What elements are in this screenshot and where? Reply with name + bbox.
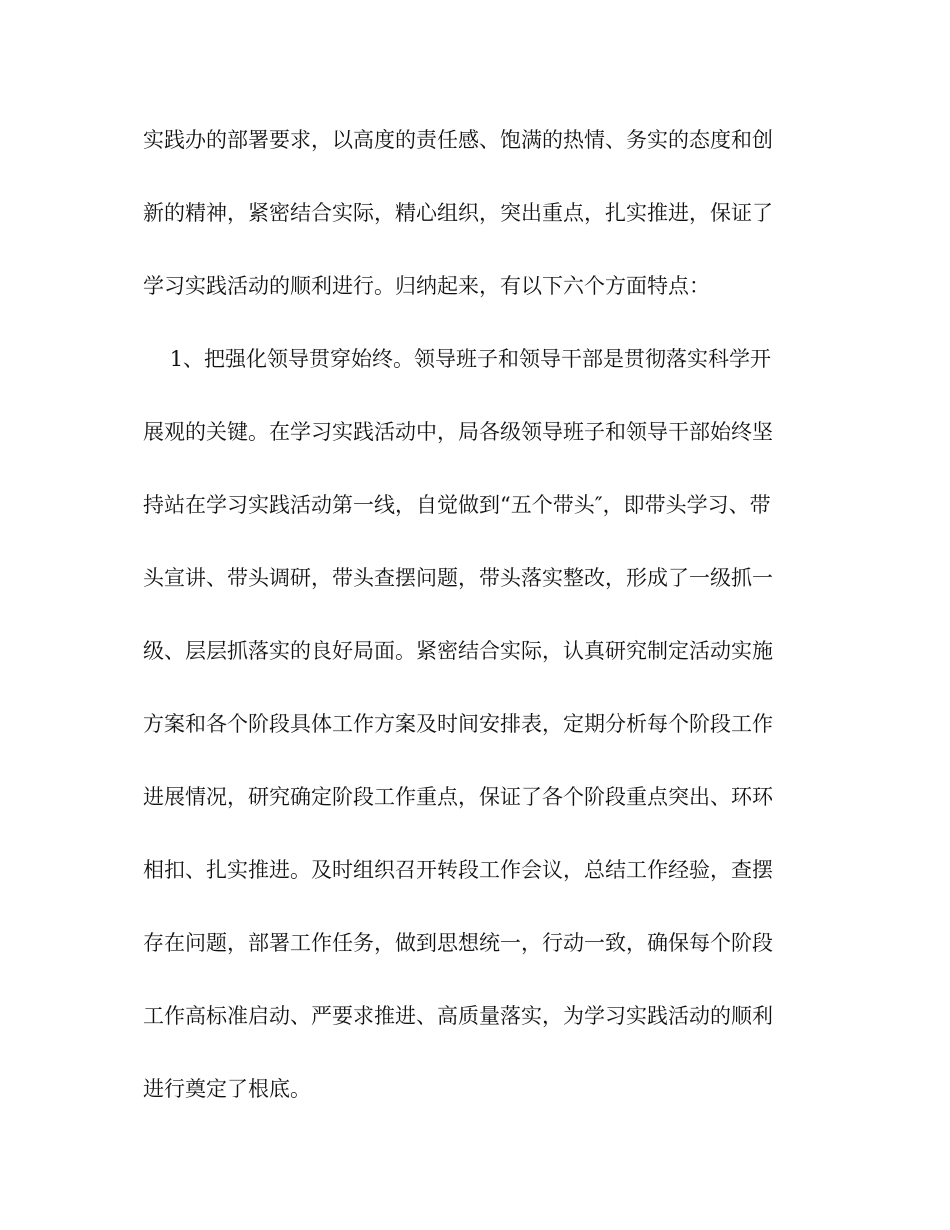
text-line: 新的精神，紧密结合实际，精心组织，突出重点，扎实推进，保证了	[143, 201, 773, 225]
text-line: 级、层层抓落实的良好局面。紧密结合实际，认真研究制定活动实施	[143, 639, 773, 663]
text-line: 进行奠定了根底。	[143, 1077, 311, 1101]
text-line: 学习实践活动的顺利进行。归纳起来，有以下六个方面特点：	[143, 274, 710, 298]
text-line: 工作高标准启动、严要求推进、高质量落实，为学习实践活动的顺利	[143, 1004, 773, 1028]
text-line: 展观的关键。在学习实践活动中，局各级领导班子和领导干部始终坚	[143, 420, 773, 444]
text-line: 头宣讲、带头调研，带头查摆问题，带头落实整改，形成了一级抓一	[143, 566, 773, 590]
text-line: 持站在学习实践活动第一线，自觉做到“五个带头″，即带头学习、带	[143, 493, 771, 517]
text-line: 相扣、扎实推进。及时组织召开转段工作会议，总结工作经验，查摆	[143, 858, 773, 882]
text-line: 存在问题，部署工作任务，做到思想统一，行动一致，确保每个阶段	[143, 931, 773, 955]
document-body	[143, 116, 823, 1138]
text-line: 方案和各个阶段具体工作方案及时间安排表，定期分析每个阶段工作	[143, 712, 773, 736]
text-line: 进展情况，研究确定阶段工作重点，保证了各个阶段重点突出、环环	[143, 785, 773, 809]
text-line: 实践办的部署要求，以高度的责任感、饱满的热情、务实的态度和创	[143, 128, 773, 152]
text-line: 1、把强化领导贯穿始终。领导班子和领导干部是贯彻落实科学开	[143, 347, 772, 371]
